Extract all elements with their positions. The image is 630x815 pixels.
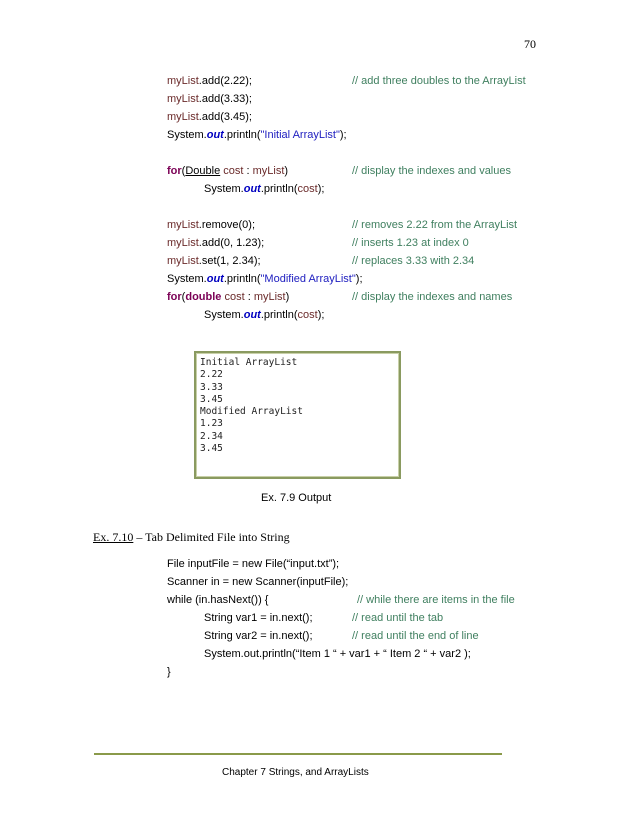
console-output-text <box>200 357 303 455</box>
code-token: ( <box>181 165 186 177</box>
code-token: .remove(0); <box>198 219 256 231</box>
code-token: cost <box>297 183 318 195</box>
code-token: cost <box>224 291 245 303</box>
console-line: 2.22 <box>200 369 223 381</box>
code-token: myList <box>167 111 199 123</box>
code-token: .println( <box>260 183 298 195</box>
code-line: while (in.hasNext()) { <box>167 594 269 606</box>
code-token: ) <box>284 165 289 177</box>
page-number: 70 <box>524 37 536 51</box>
code-line <box>167 108 252 126</box>
code-token: .add(3.33); <box>198 93 252 105</box>
code-token: .println( <box>260 309 298 321</box>
code-line: File inputFile = new File(“input.txt”); <box>167 558 340 570</box>
code-token: System. <box>167 273 207 285</box>
code-token: System. <box>204 183 244 195</box>
code-token: ( <box>181 291 186 303</box>
code-token: cost <box>223 165 244 177</box>
code-comment: // display the indexes and names <box>352 291 513 303</box>
code-token: "Modified ArrayList" <box>260 273 356 285</box>
code-line: System.out.println(“Item 1 “ + var1 + “ Item 2 “ + var2 ); <box>204 648 471 660</box>
code-token: myList <box>167 93 199 105</box>
code-token: System. <box>167 129 207 141</box>
code-comment: // read until the end of line <box>352 630 479 642</box>
console-output-box <box>194 351 401 479</box>
code-token: out <box>243 183 261 195</box>
code-token: out <box>206 129 224 141</box>
code-token: myList <box>167 75 199 87</box>
code-line <box>204 180 324 198</box>
code-token: .add(3.45); <box>198 111 252 123</box>
code-token: .add(0, 1.23); <box>198 237 265 249</box>
code-token: ); <box>317 309 325 321</box>
code-token: myList <box>252 165 285 177</box>
code-token: ); <box>339 129 347 141</box>
console-line: Modified ArrayList <box>200 406 303 418</box>
console-line: 1.23 <box>200 418 223 430</box>
code-token: "Initial ArrayList" <box>260 129 340 141</box>
code-token: ); <box>317 183 325 195</box>
example-label-link[interactable]: Ex. 7.10 <box>93 530 134 544</box>
code-token: System. <box>204 309 244 321</box>
code-token: myList <box>167 255 199 267</box>
code-comment: // inserts 1.23 at index 0 <box>352 237 469 249</box>
code-token: out <box>206 273 224 285</box>
output-caption: Ex. 7.9 Output <box>261 492 332 504</box>
code-line <box>167 270 363 288</box>
code-token: .println( <box>223 273 261 285</box>
console-line: 2.34 <box>200 430 223 442</box>
code-token: .println( <box>223 129 261 141</box>
code-token: cost <box>297 309 318 321</box>
code-token: .add(2.22); <box>198 75 252 87</box>
code-line: String var2 = in.next(); <box>204 630 313 642</box>
code-line <box>167 252 261 270</box>
code-token: out <box>243 309 261 321</box>
chapter-footer: Chapter 7 Strings, and ArrayLists <box>222 767 369 778</box>
code-comment: // display the indexes and values <box>352 165 511 177</box>
code-token: .set(1, 2.34); <box>198 255 261 267</box>
code-comment: // read until the tab <box>352 612 444 624</box>
code-line: } <box>167 666 171 678</box>
code-comment: // replaces 3.33 with 2.34 <box>352 255 475 267</box>
code-token: : <box>244 291 254 303</box>
code-token: : <box>243 165 253 177</box>
code-token: double <box>185 291 222 303</box>
code-line <box>167 126 347 144</box>
code-token: ) <box>285 291 290 303</box>
code-token: Double <box>185 165 221 177</box>
console-line: 3.45 <box>200 393 223 405</box>
code-line <box>167 72 252 90</box>
code-token: myList <box>253 291 286 303</box>
code-line <box>167 216 255 234</box>
code-token: ); <box>355 273 363 285</box>
code-token: myList <box>167 237 199 249</box>
code-line <box>204 306 324 324</box>
code-comment: // while there are items in the file <box>357 594 515 606</box>
code-line <box>167 234 264 252</box>
code-token: myList <box>167 219 199 231</box>
example-title: – Tab Delimited File into String <box>133 530 290 544</box>
console-line: Initial ArrayList <box>200 357 298 368</box>
code-line <box>167 90 252 108</box>
code-comment: // removes 2.22 from the ArrayList <box>352 219 518 231</box>
code-comment: // add three doubles to the ArrayList <box>352 75 526 87</box>
code-line <box>167 162 288 180</box>
footer-divider <box>94 753 502 755</box>
code-line: String var1 = in.next(); <box>204 612 313 624</box>
code-token: for <box>167 291 182 303</box>
code-line: Scanner in = new Scanner(inputFile); <box>167 576 349 588</box>
example-heading <box>93 530 290 545</box>
console-line: 3.45 <box>200 443 223 455</box>
console-line: 3.33 <box>200 381 223 393</box>
code-line <box>167 288 289 306</box>
code-token: for <box>167 165 182 177</box>
